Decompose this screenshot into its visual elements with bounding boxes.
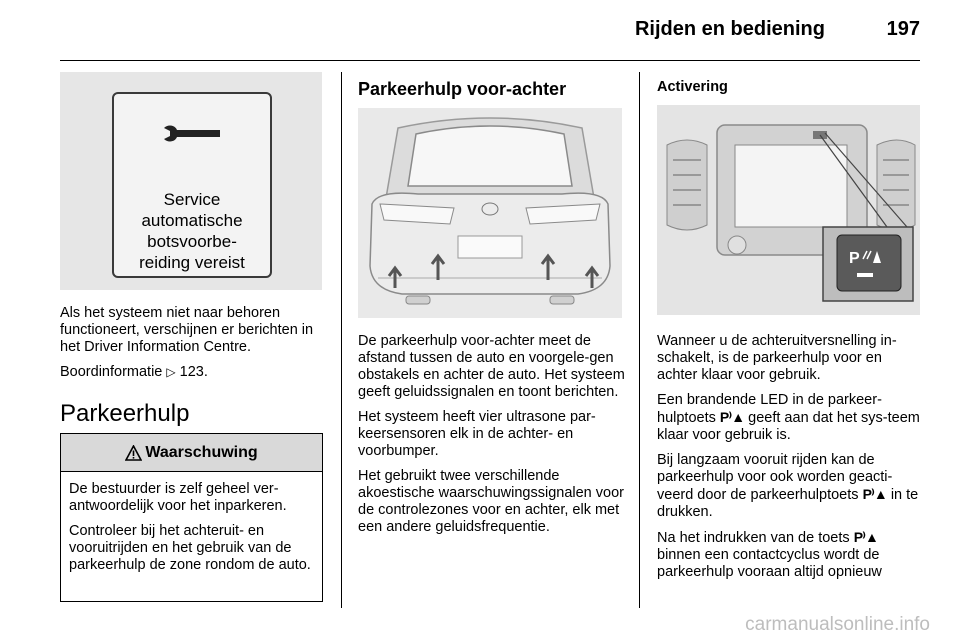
service-message-illustration [60, 72, 322, 290]
paragraph: Het gebruikt twee verschillende akoestische waarschuwingssignalen voor de controlezones voor en achter, elk met een andere geluidsfrequentie. [358, 468, 624, 535]
section-title: Parkeerhulp [60, 400, 190, 427]
screen-line-4: reiding vereist [139, 253, 245, 272]
paragraph: Als het systeem niet naar behoren functioneert, verschijnen er berichten in het Driver Information Centre. [60, 305, 314, 355]
sub-heading: Parkeerhulp voor-achter [358, 79, 567, 99]
park-assist-button-icon: P⁾▲ [853, 529, 878, 545]
paragraph: Bij langzaam vooruit rijden kan de parkeerhulp voor ook worden geacti-veerd door de parkeerhulptoets P⁾▲ in te drukken. [657, 452, 919, 520]
warning-body [61, 472, 322, 574]
park-assist-button-icon: P⁾▲ [719, 409, 745, 425]
paragraph: Wanneer u de achteruitversnelling in-schakelt, is de parkeerhulp voor en achter klaar voor gebruik. [657, 333, 897, 383]
paragraph: Een brandende LED in de parkeer-hulptoets P⁾▲ geeft aan dat het sys-teem klaar voor gebruik is. [657, 392, 920, 443]
sub-heading: Activering [657, 79, 728, 95]
reference-page[interactable]: 123. [179, 364, 208, 380]
running-header: Rijden en bediening [634, 18, 825, 40]
dashboard-drawing [657, 105, 920, 315]
park-assist-button-icon: P⁾▲ [862, 486, 887, 502]
arrow-ref-icon: ▷ [166, 365, 176, 379]
dashboard-illustration [657, 105, 920, 315]
page-number: 197 [886, 18, 920, 40]
warning-title: Waarschuwing [145, 443, 258, 461]
paragraph: Na het indrukken van de toets P⁾▲ binnen een contactcyclus wordt de parkeerhulp vooraan altijd opnieuw [657, 529, 882, 580]
paragraph: Het systeem heeft vier ultrasone par-keersensoren elk in de achter- en voorbumper. [358, 409, 596, 459]
screen-line-1: Service [163, 190, 221, 209]
header-divider [60, 60, 920, 61]
car-rear-drawing [358, 108, 622, 318]
col1-text [60, 305, 328, 389]
warning-box [60, 433, 323, 602]
warning-paragraph: De bestuurder is zelf geheel ver-antwoordelijk voor het inparkeren. [69, 481, 287, 514]
reference-text: Boordinformatie [60, 364, 163, 380]
col2-text [358, 333, 626, 544]
column-divider-2 [639, 72, 640, 608]
warning-triangle-icon [125, 445, 142, 461]
svg-text:P: P [849, 250, 860, 267]
screen-line-3: botsvoorbe- [147, 232, 237, 251]
service-message-text [114, 189, 270, 273]
paragraph: De parkeerhulp voor-achter meet de afstand tussen de auto en voorgele-gen obstakels en achter de auto. Het systeem geeft geluidssignalen en toont berichten. [358, 333, 625, 400]
col3-text [657, 333, 925, 589]
watermark: carmanualsonline.info [745, 614, 930, 635]
wrench-icon [160, 122, 224, 148]
cross-reference [60, 364, 328, 381]
screen-line-2: automatische [141, 211, 243, 230]
column-divider-1 [341, 72, 342, 608]
warning-paragraph: Controleer bij het achteruit- en vooruitrijden en het gebruik van de parkeerhulp de zone rondom de auto. [69, 523, 311, 573]
warning-header [61, 434, 322, 472]
dic-display [112, 92, 272, 278]
car-rear-illustration [358, 108, 622, 318]
